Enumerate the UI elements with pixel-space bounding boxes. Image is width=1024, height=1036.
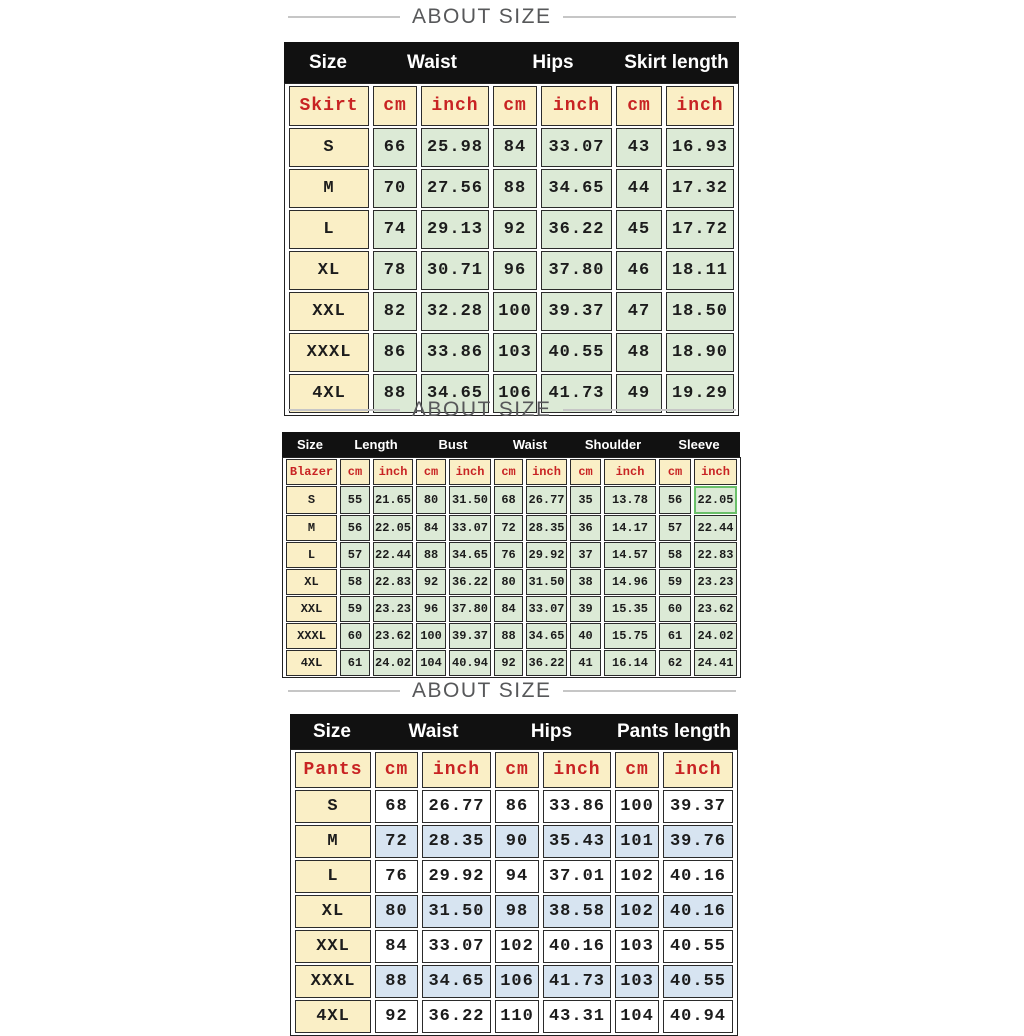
value-cell: 100 bbox=[615, 790, 659, 823]
value-cell: 88 bbox=[493, 169, 537, 208]
value-cell: 22.44 bbox=[694, 515, 737, 541]
value-cell: 16.14 bbox=[604, 650, 656, 676]
value-cell: 96 bbox=[416, 596, 446, 622]
size-row-L bbox=[289, 210, 734, 249]
value-cell: 18.50 bbox=[666, 292, 734, 331]
section-title-blazer bbox=[288, 397, 736, 423]
value-cell: 102 bbox=[615, 895, 659, 928]
value-cell: 34.65 bbox=[421, 374, 489, 413]
value-cell: 76 bbox=[494, 542, 523, 568]
garment-label: Blazer bbox=[286, 459, 337, 485]
value-cell: 34.65 bbox=[526, 623, 567, 649]
section-title-text: ABOUT SIZE bbox=[412, 5, 552, 28]
value-cell: 35.43 bbox=[543, 825, 611, 858]
value-cell: 62 bbox=[659, 650, 691, 676]
value-cell: 57 bbox=[340, 542, 370, 568]
value-cell: 35 bbox=[570, 486, 601, 514]
column-group-sleeve: Sleeve bbox=[678, 437, 720, 452]
value-cell: 78 bbox=[373, 251, 417, 290]
value-cell: 96 bbox=[493, 251, 537, 290]
section-title-text: ABOUT SIZE bbox=[412, 398, 552, 421]
value-cell: 82 bbox=[373, 292, 417, 331]
value-cell: 22.83 bbox=[373, 569, 413, 595]
value-cell: 40.94 bbox=[449, 650, 491, 676]
column-group-bust: Bust bbox=[438, 437, 468, 452]
value-cell: 59 bbox=[659, 569, 691, 595]
column-group-hips: Hips bbox=[532, 51, 574, 73]
value-cell: 18.90 bbox=[666, 333, 734, 372]
value-cell: 60 bbox=[340, 623, 370, 649]
title-rule-right bbox=[563, 409, 736, 411]
value-cell: 26.77 bbox=[526, 486, 567, 514]
value-cell: 104 bbox=[615, 1000, 659, 1033]
value-cell: 46 bbox=[616, 251, 662, 290]
value-cell: 25.98 bbox=[421, 128, 489, 167]
column-group-size: Size bbox=[308, 51, 348, 73]
value-cell: 33.07 bbox=[422, 930, 491, 963]
value-cell: 40.16 bbox=[543, 930, 611, 963]
value-cell: 40.94 bbox=[663, 1000, 733, 1033]
value-cell: 106 bbox=[495, 965, 539, 998]
unit-label: inch bbox=[663, 752, 733, 788]
value-cell: 45 bbox=[616, 210, 662, 249]
size-cell: XL bbox=[295, 895, 371, 928]
value-cell: 72 bbox=[494, 515, 523, 541]
value-cell: 31.50 bbox=[526, 569, 567, 595]
value-cell: 110 bbox=[495, 1000, 539, 1033]
garment-label: Skirt bbox=[289, 86, 369, 126]
value-cell: 40.16 bbox=[663, 860, 733, 893]
size-cell: M bbox=[289, 169, 369, 208]
value-cell: 15.35 bbox=[604, 596, 656, 622]
value-cell: 37 bbox=[570, 542, 601, 568]
value-cell: 14.96 bbox=[604, 569, 656, 595]
size-cell: L bbox=[295, 860, 371, 893]
value-cell: 68 bbox=[494, 486, 523, 514]
value-cell: 98 bbox=[495, 895, 539, 928]
size-row-XXL bbox=[286, 596, 737, 622]
size-row-XXXL bbox=[295, 965, 733, 998]
value-cell: 22.44 bbox=[373, 542, 413, 568]
value-cell: 38.58 bbox=[543, 895, 611, 928]
value-cell: 103 bbox=[615, 930, 659, 963]
size-cell: XXL bbox=[286, 596, 337, 622]
value-cell: 29.92 bbox=[526, 542, 567, 568]
value-cell: 80 bbox=[494, 569, 523, 595]
value-cell: 37.01 bbox=[543, 860, 611, 893]
value-cell: 40.55 bbox=[663, 965, 733, 998]
size-cell: 4XL bbox=[286, 650, 337, 676]
value-cell: 41 bbox=[570, 650, 601, 676]
value-cell: 47 bbox=[616, 292, 662, 331]
value-cell: 21.65 bbox=[373, 486, 413, 514]
column-group-hips: Hips bbox=[530, 720, 573, 742]
value-cell: 37.80 bbox=[541, 251, 612, 290]
size-row-XL bbox=[295, 895, 733, 928]
value-cell: 40.16 bbox=[663, 895, 733, 928]
value-cell: 36.22 bbox=[449, 569, 491, 595]
size-cell: XXXL bbox=[286, 623, 337, 649]
column-group-size: Size bbox=[312, 720, 352, 742]
pants-table-header-bar bbox=[290, 714, 738, 749]
value-cell: 23.23 bbox=[373, 596, 413, 622]
value-cell: 56 bbox=[659, 486, 691, 514]
value-cell: 43.31 bbox=[543, 1000, 611, 1033]
value-cell: 48 bbox=[616, 333, 662, 372]
value-cell: 66 bbox=[373, 128, 417, 167]
value-cell: 28.35 bbox=[422, 825, 491, 858]
value-cell: 59 bbox=[340, 596, 370, 622]
value-cell: 36.22 bbox=[541, 210, 612, 249]
value-cell: 34.65 bbox=[541, 169, 612, 208]
title-rule-left bbox=[288, 409, 400, 411]
value-cell: 23.62 bbox=[694, 596, 737, 622]
column-group-shoulder: Shoulder bbox=[584, 437, 642, 452]
value-cell: 58 bbox=[340, 569, 370, 595]
value-cell: 94 bbox=[495, 860, 539, 893]
size-row-XL bbox=[289, 251, 734, 290]
value-cell: 44 bbox=[616, 169, 662, 208]
value-cell: 33.86 bbox=[543, 790, 611, 823]
size-row-4XL bbox=[295, 1000, 733, 1033]
size-cell: XL bbox=[289, 251, 369, 290]
unit-label: cm bbox=[495, 752, 539, 788]
size-row-XXL bbox=[295, 930, 733, 963]
value-cell: 55 bbox=[340, 486, 370, 514]
value-cell: 32.28 bbox=[421, 292, 489, 331]
garment-label: Pants bbox=[295, 752, 371, 788]
unit-label: cm bbox=[616, 86, 662, 126]
size-row-S bbox=[286, 486, 737, 514]
value-cell: 61 bbox=[340, 650, 370, 676]
value-cell: 17.32 bbox=[666, 169, 734, 208]
value-cell: 29.92 bbox=[422, 860, 491, 893]
size-row-4XL bbox=[286, 650, 737, 676]
value-cell: 39.37 bbox=[541, 292, 612, 331]
unit-row bbox=[295, 752, 733, 788]
size-cell: M bbox=[295, 825, 371, 858]
value-cell: 40.55 bbox=[663, 930, 733, 963]
size-row-S bbox=[289, 128, 734, 167]
value-cell: 14.57 bbox=[604, 542, 656, 568]
value-cell: 57 bbox=[659, 515, 691, 541]
size-cell: S bbox=[289, 128, 369, 167]
column-group-skirt-length: Skirt length bbox=[624, 51, 729, 73]
value-cell: 30.71 bbox=[421, 251, 489, 290]
unit-label: inch bbox=[422, 752, 491, 788]
title-rule-left bbox=[288, 690, 400, 692]
value-cell: 16.93 bbox=[666, 128, 734, 167]
size-row-XXXL bbox=[289, 333, 734, 372]
column-group-size: Size bbox=[296, 437, 323, 452]
unit-label: cm bbox=[340, 459, 370, 485]
size-row-M bbox=[286, 515, 737, 541]
value-cell: 36 bbox=[570, 515, 601, 541]
size-cell: S bbox=[295, 790, 371, 823]
value-cell: 102 bbox=[495, 930, 539, 963]
size-cell: 4XL bbox=[289, 374, 369, 413]
unit-label: inch bbox=[421, 86, 489, 126]
column-group-length: Length bbox=[354, 437, 398, 452]
size-row-XXXL bbox=[286, 623, 737, 649]
blazer-table-header-bar bbox=[282, 432, 740, 457]
value-cell: 103 bbox=[615, 965, 659, 998]
value-cell: 33.07 bbox=[526, 596, 567, 622]
value-cell: 41.73 bbox=[543, 965, 611, 998]
column-group-pants-length: Pants length bbox=[616, 720, 731, 742]
size-row-XXL bbox=[289, 292, 734, 331]
value-cell: 40 bbox=[570, 623, 601, 649]
unit-label: cm bbox=[659, 459, 691, 485]
value-cell: 92 bbox=[375, 1000, 418, 1033]
unit-label: cm bbox=[493, 86, 537, 126]
value-cell: 92 bbox=[493, 210, 537, 249]
size-row-XL bbox=[286, 569, 737, 595]
value-cell: 22.83 bbox=[694, 542, 737, 568]
column-group-waist: Waist bbox=[512, 437, 548, 452]
value-cell: 90 bbox=[495, 825, 539, 858]
size-cell: XXL bbox=[289, 292, 369, 331]
value-cell: 72 bbox=[375, 825, 418, 858]
value-cell: 84 bbox=[494, 596, 523, 622]
value-cell: 15.75 bbox=[604, 623, 656, 649]
unit-label: inch bbox=[449, 459, 491, 485]
value-cell: 39.37 bbox=[663, 790, 733, 823]
value-cell: 80 bbox=[375, 895, 418, 928]
value-cell: 56 bbox=[340, 515, 370, 541]
value-cell: 29.13 bbox=[421, 210, 489, 249]
value-cell: 103 bbox=[493, 333, 537, 372]
size-row-M bbox=[295, 825, 733, 858]
value-cell: 38 bbox=[570, 569, 601, 595]
value-cell: 27.56 bbox=[421, 169, 489, 208]
column-group-waist: Waist bbox=[408, 720, 459, 742]
value-cell: 86 bbox=[373, 333, 417, 372]
value-cell: 22.05 bbox=[373, 515, 413, 541]
size-cell: XL bbox=[286, 569, 337, 595]
size-cell: L bbox=[286, 542, 337, 568]
size-cell: L bbox=[289, 210, 369, 249]
unit-label: cm bbox=[494, 459, 523, 485]
unit-label: inch bbox=[373, 459, 413, 485]
unit-label: inch bbox=[666, 86, 734, 126]
unit-label: cm bbox=[375, 752, 418, 788]
size-cell: 4XL bbox=[295, 1000, 371, 1033]
size-cell: M bbox=[286, 515, 337, 541]
value-cell: 106 bbox=[493, 374, 537, 413]
unit-label: inch bbox=[526, 459, 567, 485]
value-cell: 39 bbox=[570, 596, 601, 622]
section-title-pants bbox=[288, 678, 736, 704]
size-cell: XXL bbox=[295, 930, 371, 963]
value-cell: 80 bbox=[416, 486, 446, 514]
size-cell: XXXL bbox=[295, 965, 371, 998]
size-row-M bbox=[289, 169, 734, 208]
value-cell: 49 bbox=[616, 374, 662, 413]
unit-label: cm bbox=[570, 459, 601, 485]
value-cell: 92 bbox=[416, 569, 446, 595]
value-cell: 17.72 bbox=[666, 210, 734, 249]
value-cell: 60 bbox=[659, 596, 691, 622]
value-cell: 74 bbox=[373, 210, 417, 249]
size-cell: XXXL bbox=[289, 333, 369, 372]
unit-label: inch bbox=[541, 86, 612, 126]
value-cell: 76 bbox=[375, 860, 418, 893]
value-cell: 61 bbox=[659, 623, 691, 649]
value-cell: 88 bbox=[494, 623, 523, 649]
unit-label: cm bbox=[615, 752, 659, 788]
column-group-waist: Waist bbox=[407, 51, 457, 73]
value-cell: 40.55 bbox=[541, 333, 612, 372]
value-cell: 104 bbox=[416, 650, 446, 676]
value-cell: 31.50 bbox=[422, 895, 491, 928]
unit-label: inch bbox=[543, 752, 611, 788]
value-cell: 101 bbox=[615, 825, 659, 858]
value-cell: 37.80 bbox=[449, 596, 491, 622]
value-cell: 14.17 bbox=[604, 515, 656, 541]
size-row-S bbox=[295, 790, 733, 823]
unit-row bbox=[289, 86, 734, 126]
value-cell: 33.86 bbox=[421, 333, 489, 372]
value-cell: 68 bbox=[375, 790, 418, 823]
value-cell: 36.22 bbox=[422, 1000, 491, 1033]
title-rule-left bbox=[288, 16, 400, 18]
value-cell: 58 bbox=[659, 542, 691, 568]
value-cell: 84 bbox=[493, 128, 537, 167]
value-cell: 41.73 bbox=[541, 374, 612, 413]
value-cell: 24.02 bbox=[694, 623, 737, 649]
size-row-L bbox=[286, 542, 737, 568]
skirt-size-table bbox=[284, 83, 739, 416]
value-cell: 88 bbox=[373, 374, 417, 413]
value-cell: 100 bbox=[493, 292, 537, 331]
value-cell: 84 bbox=[416, 515, 446, 541]
unit-label: cm bbox=[373, 86, 417, 126]
title-rule-right bbox=[563, 690, 736, 692]
value-cell: 84 bbox=[375, 930, 418, 963]
unit-row bbox=[286, 459, 737, 485]
value-cell: 26.77 bbox=[422, 790, 491, 823]
value-cell: 22.05 bbox=[694, 486, 737, 514]
value-cell: 23.23 bbox=[694, 569, 737, 595]
value-cell: 31.50 bbox=[449, 486, 491, 514]
unit-label: inch bbox=[604, 459, 656, 485]
value-cell: 33.07 bbox=[449, 515, 491, 541]
section-title-skirt bbox=[288, 4, 736, 30]
value-cell: 88 bbox=[416, 542, 446, 568]
value-cell: 34.65 bbox=[449, 542, 491, 568]
title-rule-right bbox=[563, 16, 736, 18]
value-cell: 13.78 bbox=[604, 486, 656, 514]
value-cell: 86 bbox=[495, 790, 539, 823]
section-title-text: ABOUT SIZE bbox=[412, 679, 552, 702]
value-cell: 18.11 bbox=[666, 251, 734, 290]
unit-label: inch bbox=[694, 459, 737, 485]
value-cell: 100 bbox=[416, 623, 446, 649]
size-row-L bbox=[295, 860, 733, 893]
pants-size-table bbox=[290, 749, 738, 1036]
value-cell: 92 bbox=[494, 650, 523, 676]
size-cell: S bbox=[286, 486, 337, 514]
value-cell: 43 bbox=[616, 128, 662, 167]
value-cell: 88 bbox=[375, 965, 418, 998]
value-cell: 33.07 bbox=[541, 128, 612, 167]
blazer-size-table bbox=[282, 457, 741, 678]
value-cell: 102 bbox=[615, 860, 659, 893]
value-cell: 24.02 bbox=[373, 650, 413, 676]
value-cell: 34.65 bbox=[422, 965, 491, 998]
value-cell: 39.76 bbox=[663, 825, 733, 858]
unit-label: cm bbox=[416, 459, 446, 485]
value-cell: 39.37 bbox=[449, 623, 491, 649]
value-cell: 24.41 bbox=[694, 650, 737, 676]
value-cell: 36.22 bbox=[526, 650, 567, 676]
value-cell: 70 bbox=[373, 169, 417, 208]
value-cell: 23.62 bbox=[373, 623, 413, 649]
value-cell: 28.35 bbox=[526, 515, 567, 541]
skirt-table-header-bar bbox=[284, 42, 739, 83]
value-cell: 19.29 bbox=[666, 374, 734, 413]
